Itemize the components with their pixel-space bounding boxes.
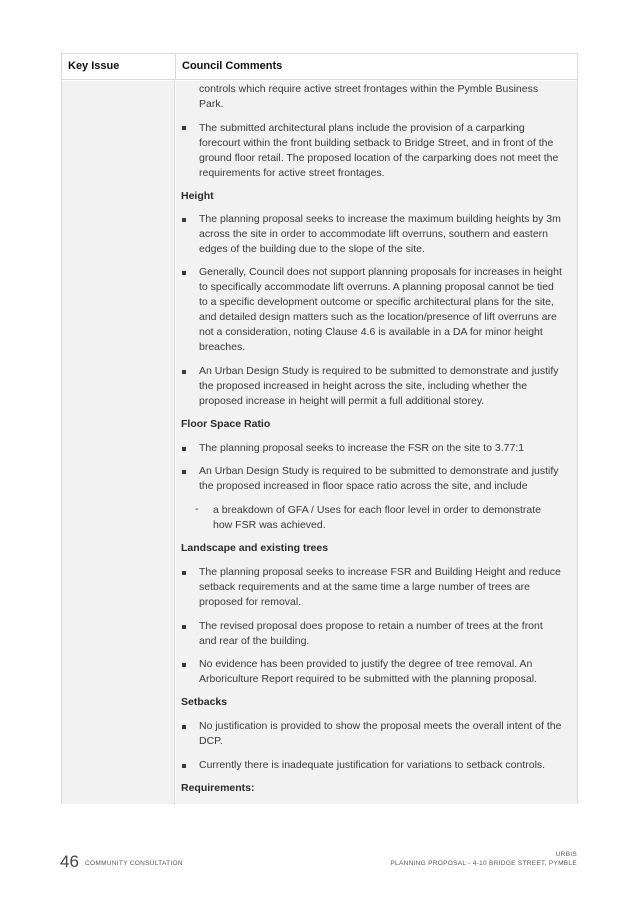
bullet-marker [182, 218, 186, 222]
bullet-marker [182, 625, 186, 629]
bullet-text: forecourt within the front building setback to Bridge Street, and in front of the [199, 137, 554, 149]
bullet-marker [182, 370, 186, 374]
section-heading-landscape: Landscape and existing trees [181, 542, 329, 554]
bullet-text: The planning proposal seeks to increase the maximum building heights by 3m [199, 213, 561, 225]
bullet-marker [182, 725, 186, 729]
bullet-text: and detailed design matters such as the location/presence of lift overruns are [199, 311, 557, 323]
header-council-comments: Council Comments [182, 60, 283, 72]
footer-document-title: PLANNING PROPOSAL - 4-10 BRIDGE STREET, PYMBLE [390, 860, 577, 867]
bullet-marker [182, 470, 186, 474]
bullet-text: to specifically accommodate lift overruns. A planning proposal cannot be tied [199, 281, 554, 293]
bullet-text: across the site in order to accommodate lift overruns, southern and eastern [199, 228, 549, 240]
bullet-text: The planning proposal seeks to increase FSR and Building Height and reduce [199, 566, 561, 578]
section-heading-height: Height [181, 190, 214, 202]
bullet-text: ground floor retail. The proposed location of the carparking does not meet the [199, 152, 559, 164]
bullet-text: The revised proposal does propose to retain a number of trees at the front [199, 620, 543, 632]
intro-line: controls which require active street frontages within the Pymble Business [199, 83, 539, 95]
section-heading-requirements: Requirements: [181, 782, 255, 794]
bullet-text: Generally, Council does not support planning proposals for increases in height [199, 266, 562, 278]
bullet-text: breaches. [199, 341, 246, 353]
footer-brand: URBIS [555, 851, 577, 858]
bullet-text: An Urban Design Study is required to be submitted to demonstrate and justify [199, 365, 559, 377]
bullet-marker [182, 571, 186, 575]
footer-section-label: COMMUNITY CONSULTATION [85, 860, 183, 867]
bullet-marker [182, 764, 186, 768]
bullet-text: edges of the building due to the slope of the site. [199, 243, 425, 255]
bullet-text: Arboriculture Report required to be submitted with the planning proposal. [199, 673, 537, 685]
bullet-text: proposed for removal. [199, 596, 302, 608]
sub-bullet-text: how FSR was achieved. [213, 519, 326, 531]
header-key-issue: Key Issue [68, 60, 120, 72]
intro-line: Park. [199, 98, 224, 110]
bullet-text: No evidence has been provided to justify the degree of tree removal. An [199, 658, 533, 670]
section-heading-fsr: Floor Space Ratio [181, 418, 271, 430]
bullet-text: DCP. [199, 735, 223, 747]
key-issue-cell [62, 81, 175, 804]
bullet-text: The submitted architectural plans include the provision of a carparking [199, 122, 525, 134]
bullet-text: requirements for active street frontages. [199, 167, 385, 179]
section-heading-setbacks: Setbacks [181, 696, 228, 708]
bullet-text: the proposed increased in floor space ratio across the site, and include [199, 480, 528, 492]
bullet-marker [182, 126, 186, 130]
bullet-text: No justification is provided to show the proposal meets the overall intent of the [199, 720, 562, 732]
bullet-text: The planning proposal seeks to increase the FSR on the site to 3.77:1 [199, 442, 525, 454]
sub-bullet-text: a breakdown of GFA / Uses for each floor level in order to demonstrate [213, 504, 542, 516]
bullet-text: not a consideration, noting Clause 4.6 is available in a DA for minor height [199, 326, 543, 338]
bullet-text: An Urban Design Study is required to be submitted to demonstrate and justify [199, 465, 559, 477]
bullet-marker [182, 447, 186, 451]
bullet-marker [182, 271, 186, 275]
dash-marker: - [195, 503, 199, 515]
bullet-text: Currently there is inadequate justification for variations to setback controls. [199, 759, 546, 771]
page-number: 46 [60, 852, 79, 871]
bullet-text: to a specific development outcome or specific architectural plans for the site, [199, 296, 554, 308]
bullet-marker [182, 663, 186, 667]
bullet-text: proposed increase in height will permit a full additional storey. [199, 395, 485, 407]
header-divider [175, 54, 176, 80]
bullet-text: and rear of the building. [199, 635, 310, 647]
bullet-text: the proposed increased in height across the site, including whether the [199, 380, 528, 392]
bullet-text: setback requirements and at the same time a large number of trees are [199, 581, 530, 593]
table-header [62, 54, 577, 80]
